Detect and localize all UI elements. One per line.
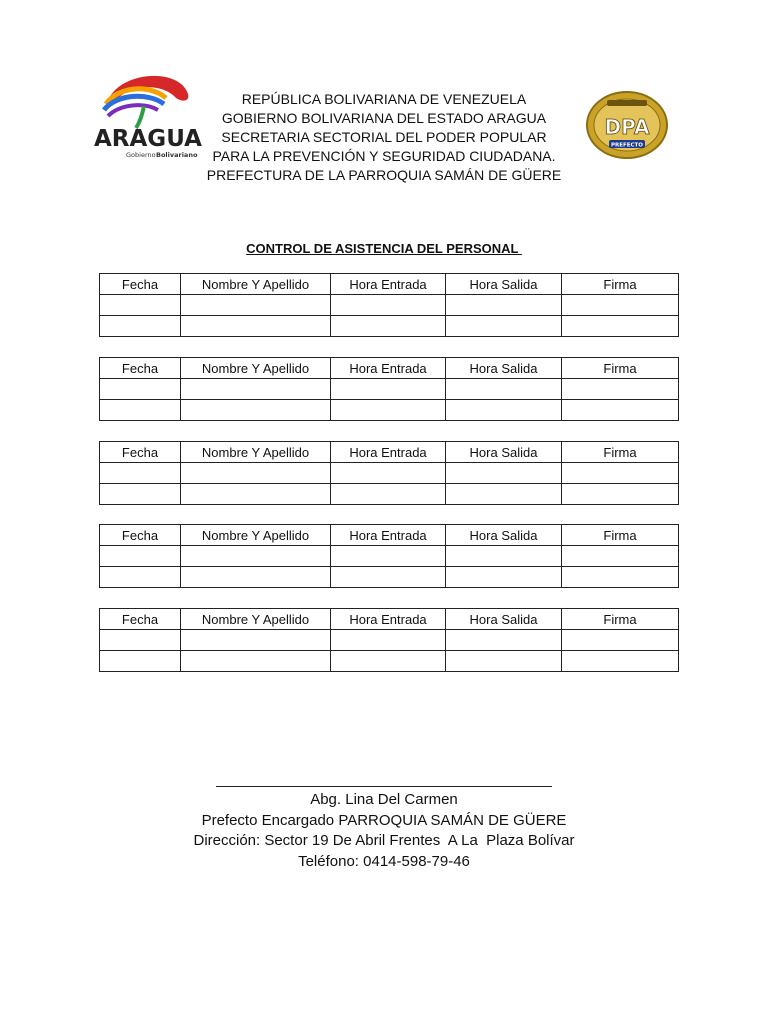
hora-salida-cell[interactable] [446, 630, 562, 651]
table-row [100, 379, 679, 400]
column-header-firma: Firma [562, 358, 679, 379]
table-row [100, 630, 679, 651]
attendance-table [99, 441, 679, 505]
header-line: SECRETARIA SECTORIAL DEL PODER POPULAR [221, 129, 547, 145]
column-header-nombre: Nombre Y Apellido [181, 358, 331, 379]
hora-salida-cell[interactable] [446, 567, 562, 588]
column-header-hora-salida: Hora Salida [446, 525, 562, 546]
column-header-hora-salida: Hora Salida [446, 358, 562, 379]
hora-salida-cell[interactable] [446, 484, 562, 505]
header-line: GOBIERNO BOLIVARIANA DEL ESTADO ARAGUA [221, 110, 547, 126]
attendance-table [99, 608, 679, 672]
hora-salida-cell[interactable] [446, 400, 562, 421]
aragua-brand-text: ARAGUA [94, 126, 202, 152]
phone-line: Teléfono: 0414-598-79-46 [298, 852, 470, 870]
fecha-cell[interactable] [100, 400, 181, 421]
firma-cell[interactable] [562, 484, 679, 505]
fecha-cell[interactable] [100, 630, 181, 651]
firma-cell[interactable] [562, 295, 679, 316]
column-header-hora-salida: Hora Salida [446, 442, 562, 463]
firma-cell[interactable] [562, 567, 679, 588]
hora-entrada-cell[interactable] [331, 295, 446, 316]
aragua-sub-text-b: Bolivariano [156, 151, 198, 159]
hora-entrada-cell[interactable] [331, 546, 446, 567]
hora-salida-cell[interactable] [446, 651, 562, 672]
signer-role: Prefecto Encargado PARROQUIA SAMÁN DE GÜERE [201, 811, 567, 829]
hora-entrada-cell[interactable] [331, 630, 446, 651]
table-header-row [100, 274, 679, 295]
hora-entrada-cell[interactable] [331, 379, 446, 400]
hora-entrada-cell[interactable] [331, 484, 446, 505]
dpa-badge-icon [585, 90, 669, 160]
attendance-table [99, 524, 679, 588]
column-header-hora-salida: Hora Salida [446, 274, 562, 295]
column-header-nombre: Nombre Y Apellido [181, 442, 331, 463]
table-header-row [100, 609, 679, 630]
firma-cell[interactable] [562, 546, 679, 567]
fecha-cell[interactable] [100, 379, 181, 400]
address-line: Dirección: Sector 19 De Abril Frentes A La Plaza Bolívar [193, 832, 575, 849]
column-header-fecha: Fecha [100, 358, 181, 379]
fecha-cell[interactable] [100, 651, 181, 672]
dpa-brand-text: DPA [604, 115, 650, 139]
nombre-cell[interactable] [181, 316, 331, 337]
hora-entrada-cell[interactable] [331, 400, 446, 421]
hora-entrada-cell[interactable] [331, 651, 446, 672]
firma-cell[interactable] [562, 651, 679, 672]
column-header-firma: Firma [562, 442, 679, 463]
firma-cell[interactable] [562, 316, 679, 337]
page-title: CONTROL DE ASISTENCIA DEL PERSONAL [246, 241, 522, 256]
nombre-cell[interactable] [181, 484, 331, 505]
dpa-sub-text: PREFECTO [610, 142, 644, 149]
hora-salida-cell[interactable] [446, 463, 562, 484]
column-header-nombre: Nombre Y Apellido [181, 274, 331, 295]
firma-cell[interactable] [562, 463, 679, 484]
fecha-cell[interactable] [100, 463, 181, 484]
column-header-firma: Firma [562, 525, 679, 546]
fecha-cell[interactable] [100, 484, 181, 505]
hora-entrada-cell[interactable] [331, 316, 446, 337]
nombre-cell[interactable] [181, 651, 331, 672]
signature-line [216, 786, 552, 787]
hora-salida-cell[interactable] [446, 316, 562, 337]
header-line: PARA LA PREVENCIÓN Y SEGURIDAD CIUDADANA. [212, 148, 556, 164]
table-row [100, 567, 679, 588]
column-header-fecha: Fecha [100, 442, 181, 463]
dpa-badge [585, 90, 669, 160]
column-header-nombre: Nombre Y Apellido [181, 609, 331, 630]
attendance-table [99, 273, 679, 337]
column-header-hora-entrada: Hora Entrada [331, 274, 446, 295]
fecha-cell[interactable] [100, 295, 181, 316]
hora-entrada-cell[interactable] [331, 463, 446, 484]
footer-signature-block [0, 790, 768, 872]
nombre-cell[interactable] [181, 546, 331, 567]
attendance-table [99, 357, 679, 421]
nombre-cell[interactable] [181, 463, 331, 484]
table-header-row [100, 525, 679, 546]
column-header-fecha: Fecha [100, 525, 181, 546]
document-header [184, 90, 584, 185]
hora-salida-cell[interactable] [446, 295, 562, 316]
fecha-cell[interactable] [100, 316, 181, 337]
firma-cell[interactable] [562, 400, 679, 421]
signer-name: Abg. Lina Del Carmen [310, 791, 458, 808]
table-row [100, 651, 679, 672]
header-line: REPÚBLICA BOLIVARIANA DE VENEZUELA [241, 91, 527, 107]
column-header-hora-entrada: Hora Entrada [331, 525, 446, 546]
table-row [100, 484, 679, 505]
firma-cell[interactable] [562, 630, 679, 651]
table-row [100, 546, 679, 567]
hora-salida-cell[interactable] [446, 379, 562, 400]
table-header-row [100, 442, 679, 463]
column-header-hora-entrada: Hora Entrada [331, 358, 446, 379]
nombre-cell[interactable] [181, 630, 331, 651]
column-header-hora-salida: Hora Salida [446, 609, 562, 630]
header-line: PREFECTURA DE LA PARROQUIA SAMÁN DE GÜERE [206, 167, 562, 183]
column-header-nombre: Nombre Y Apellido [181, 525, 331, 546]
fecha-cell[interactable] [100, 546, 181, 567]
column-header-firma: Firma [562, 274, 679, 295]
table-row [100, 316, 679, 337]
aragua-sub-text-a: Gobierno [126, 151, 156, 159]
nombre-cell[interactable] [181, 295, 331, 316]
nombre-cell[interactable] [181, 400, 331, 421]
column-header-hora-entrada: Hora Entrada [331, 609, 446, 630]
column-header-fecha: Fecha [100, 274, 181, 295]
nombre-cell[interactable] [181, 567, 331, 588]
column-header-fecha: Fecha [100, 609, 181, 630]
hora-salida-cell[interactable] [446, 546, 562, 567]
nombre-cell[interactable] [181, 379, 331, 400]
firma-cell[interactable] [562, 379, 679, 400]
table-row [100, 463, 679, 484]
fecha-cell[interactable] [100, 567, 181, 588]
column-header-hora-entrada: Hora Entrada [331, 442, 446, 463]
column-header-firma: Firma [562, 609, 679, 630]
table-row [100, 295, 679, 316]
table-header-row [100, 358, 679, 379]
hora-entrada-cell[interactable] [331, 567, 446, 588]
table-row [100, 400, 679, 421]
